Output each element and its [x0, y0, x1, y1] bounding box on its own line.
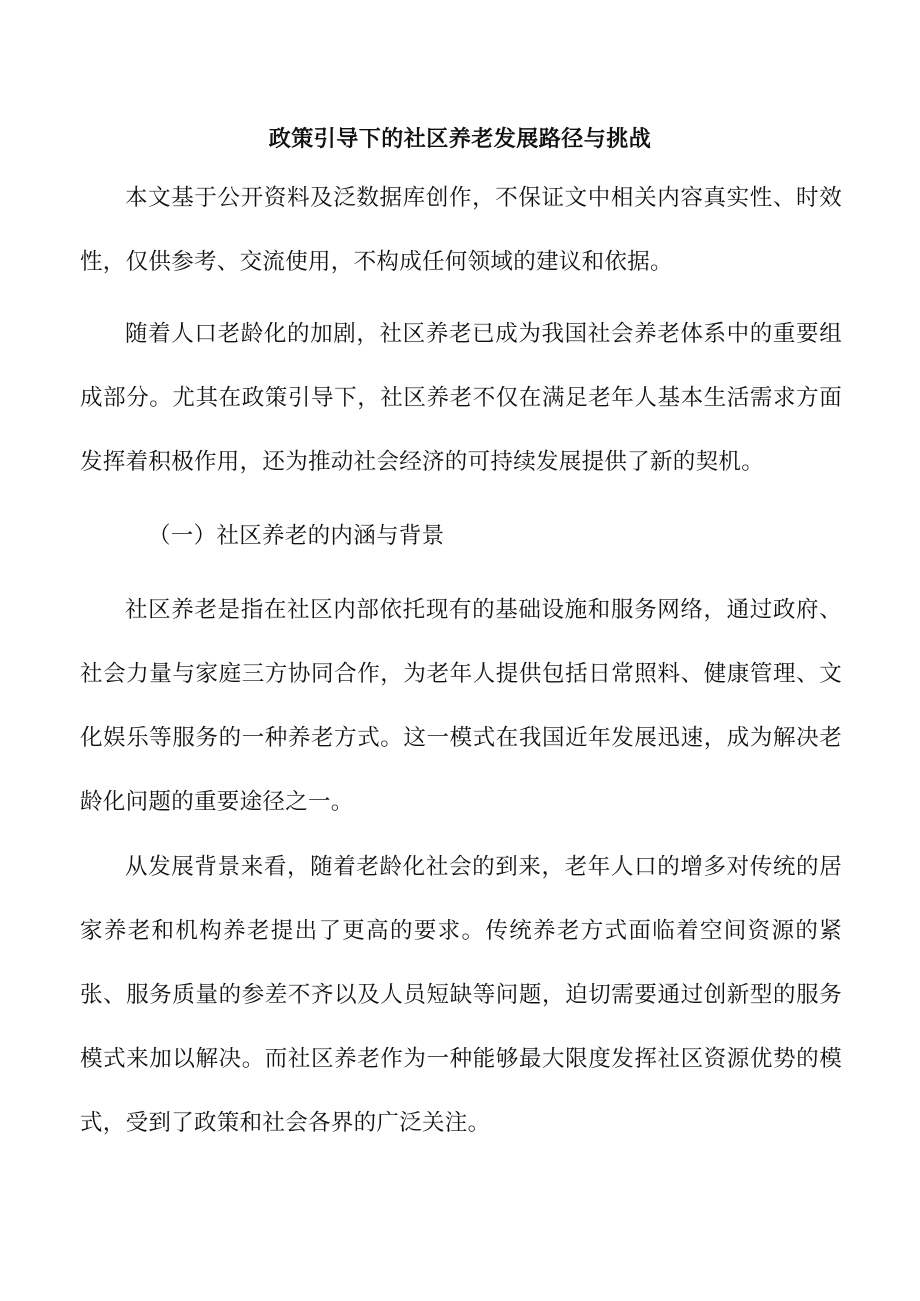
disclaimer-paragraph: 本文基于公开资料及泛数据库创作，不保证文中相关内容真实性、时效性，仅供参考、交流使用，不构成任何领域的建议和依据。: [80, 185, 842, 275]
section-paragraph-definition: 社区养老是指在社区内部依托现有的基础设施和服务网络，通过政府、社会力量与家庭三方协同合作，为老年人提供包括日常照料、健康管理、文化娱乐等服务的一种养老方式。这一模式在我国近年发展迅速，成为解决老龄化问题的重要途径之一。: [80, 597, 842, 815]
section-heading: （一）社区养老的内涵与背景: [148, 523, 445, 549]
intro-paragraph: 随着人口老龄化的加剧，社区养老已成为我国社会养老体系中的重要组成部分。尤其在政策引导下，社区养老不仅在满足老年人基本生活需求方面发挥着积极作用，还为推动社会经济的可持续发展提供了新的契机。: [80, 321, 842, 475]
section-paragraph-background: 从发展背景来看，随着老龄化社会的到来，老年人口的增多对传统的居家养老和机构养老提出了更高的要求。传统养老方式面临着空间资源的紧张、服务质量的参差不齐以及人员短缺等问题，迫切需要通过创新型的服务模式来加以解决。而社区养老作为一种能够最大限度发挥社区资源优势的模式，受到了政策和社会各界的广泛关注。: [80, 854, 842, 1136]
document-title: 政策引导下的社区养老发展路径与挑战: [268, 126, 652, 152]
